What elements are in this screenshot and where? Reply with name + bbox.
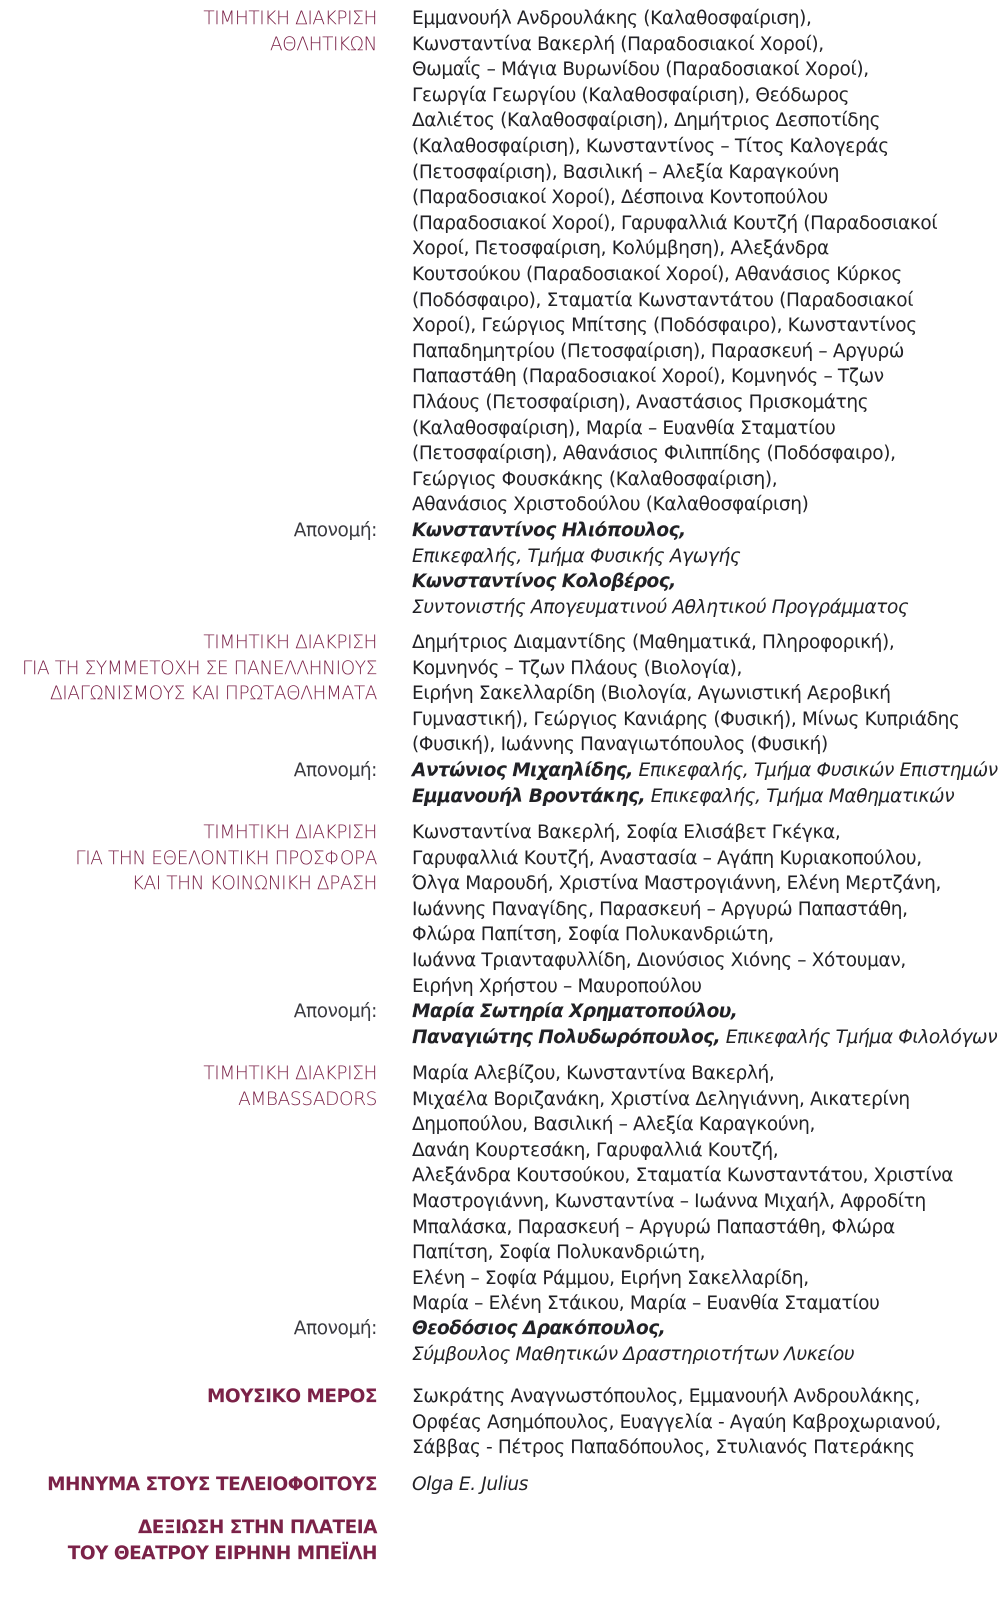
section-title: ΤΙΜΗΤΙΚΗ ΔΙΑΚΡΙΣΗ ΑΘΛΗΤΙΚΩΝ bbox=[203, 8, 377, 55]
speaker: Olga E. Julius bbox=[412, 1474, 529, 1495]
recipients-list: Εμμανουήλ Ανδρουλάκης (Καλαθοσφαίριση), Κωνσταντίνα Βακερλή (Παραδοσιακοί Χοροί), Θωμαΐς – Μάγια Βυρωνίδου (Παραδοσιακοί Χοροί), Γεωργία Γεωργίου (Καλαθοσφαίριση), Θεόδωρος Δαλιέτος (Καλαθοσφαίριση), Δημήτριος Δεσποτίδης (Καλαθοσφαίριση), Κωνσταντίνος – Τίτος Καλογεράς (Πετοσφαίριση), Βασιλική – Αλεξία Καραγκούνη (Παραδοσιακοί Χοροί), Δέσποινα Κοντοπούλου (Παραδοσιακοί Χοροί), Γαρυφαλλιά Κουτζή (Παραδοσιακοί Χοροί, Πετοσφαίριση, Κολύμβηση), Αλεξάνδρα Κουτσούκου (Παραδοσιακοί Χοροί), Αθανάσιος Κύρκος (Ποδόσφαιρο), Σταματία Κωνσταντάτου (Παραδοσιακοί Χοροί), Γεώργιος Μπίτσης (Ποδόσφαιρο), Κωνσταντίνος Παπαδημητρίου (Πετοσφαίριση), Παρασκευή – Αργυρώ Παπαστάθη (Παραδοσιακοί Χοροί), Κομνηνός – Τζων Πλάους (Πετοσφαίριση), Αναστάσιος Πρισκομάτης (Καλαθοσφαίριση), Μαρία – Ευανθία Σταματίου (Πετοσφαίριση), Αθανάσιος Φιλιππίδης (Ποδόσφαιρο), Γεώργιος Φουσκάκης (Καλαθοσφαίριση), Αθανάσιος Χριστοδούλου (Καλαθοσφαίριση) bbox=[412, 8, 938, 516]
section-title: ΔΕΞΙΩΣΗ ΣΤΗΝ ΠΛΑΤΕΙΑ ΤΟΥ ΘΕΑΤΡΟΥ ΕΙΡΗΝΗ ΜΠΕΪΛΗ bbox=[67, 1517, 377, 1564]
presenter-name: Κωνσταντίνος Κολοβέρος, bbox=[412, 571, 676, 593]
award-label: Απονομή: bbox=[293, 1001, 377, 1022]
presenter-name: Αντώνιος Μιχαηλίδης, bbox=[412, 760, 633, 781]
presenter-name: Παναγιώτης Πολυδωρόπουλος, bbox=[412, 1026, 721, 1048]
presenter-role: Επικεφαλής, Τμήμα Μαθηματικών bbox=[650, 785, 955, 807]
section-title: ΤΙΜΗΤΙΚΗ ΔΙΑΚΡΙΣΗ ΓΙΑ ΤΗ ΣΥΜΜΕΤΟΧΗ ΣΕ ΠΑΝΕΛΛΗΝΙΟΥΣ ΔΙΑΓΩΝΙΣΜΟΥΣ ΚΑΙ ΠΡΩΤΑΘΛΗΜΑΤΑ bbox=[22, 632, 377, 705]
presenters bbox=[412, 999, 998, 1050]
presenters bbox=[412, 1316, 957, 1367]
presenter-name: Κωνσταντίνος Ηλιόπουλος, bbox=[412, 520, 686, 541]
presenter-role: Συντονιστής Απογευματινού Αθλητικού Προγράμματος bbox=[412, 596, 909, 618]
presenters bbox=[412, 518, 957, 620]
recipients-list: Δημήτριος Διαμαντίδης (Μαθηματικά, Πληροφορική), Κομνηνός – Τζων Πλάους (Βιολογία), Ειρήνη Σακελλαρίδη (Βιολογία, Αγωνιστική Αεροβική Γυμναστική), Γεώργιος Κανιάρης (Φυσική), Μίνως Κυπριάδης (Φυσική), Ιωάννης Παναγιωτόπουλος (Φυσική) bbox=[412, 632, 960, 756]
section-title: ΜΟΥΣΙΚΟ ΜΕΡΟΣ bbox=[206, 1386, 377, 1407]
section-title: ΜΗΝΥΜΑ ΣΤΟΥΣ ΤΕΛΕΙΟΦΟΙΤΟΥΣ bbox=[47, 1474, 377, 1495]
award-label: Απονομή: bbox=[293, 520, 377, 541]
presenters bbox=[412, 758, 998, 809]
section-title: ΤΙΜΗΤΙΚΗ ΔΙΑΚΡΙΣΗ ΓΙΑ ΤΗΝ ΕΘΕΛΟΝΤΙΚΗ ΠΡΟΣΦΟΡΑ ΚΑΙ ΤΗΝ ΚΟΙΝΩΝΙΚΗ ΔΡΑΣΗ bbox=[75, 822, 377, 895]
presenter-name: Μαρία Σωτηρία Χρηματοπούλου, bbox=[412, 1001, 738, 1022]
presenter-name: Εμμανουήλ Βροντάκης, bbox=[412, 785, 646, 807]
presenter-role: Σύμβουλος Μαθητικών Δραστηριοτήτων Λυκείου bbox=[412, 1343, 855, 1365]
recipients-list: Μαρία Αλεβίζου, Κωνσταντίνα Βακερλή, Μιχαέλα Βοριζανάκη, Χριστίνα Δεληγιάννη, Αικατερίνη Δημοπούλου, Βασιλική – Αλεξία Καραγκούνη, Δανάη Κουρτεσάκη, Γαρυφαλλιά Κουτζή, Αλεξάνδρα Κουτσούκου, Σταματία Κωνσταντάτου, Χριστίνα Μαστρογιάννη, Κωνσταντίνα – Ιωάννα Μιχαήλ, Αφροδίτη Μπαλάσκα, Παρασκευή – Αργυρώ Παπαστάθη, Φλώρα Παπίτση, Σοφία Πολυκανδριώτη, Ελένη – Σοφία Ράμμου, Ειρήνη Σακελλαρίδη, Μαρία – Ελένη Στάικου, Μαρία – Ευανθία Σταματίου bbox=[412, 1063, 954, 1315]
performers-list: Σωκράτης Αναγνωστόπουλος, Εμμανουήλ Ανδρουλάκης, Ορφέας Ασημόπουλος, Ευαγγελία - Αγαύη Καβροχωριανού, Σάββας - Πέτρος Παπαδόπουλος, Στυλιανός Πατεράκης bbox=[412, 1386, 941, 1459]
recipients-list: Κωνσταντίνα Βακερλή, Σοφία Ελισάβετ Γκέγκα, Γαρυφαλλιά Κουτζή, Αναστασία – Αγάπη Κυριακοπούλου, Όλγα Μαρουδή, Χριστίνα Μαστρογιάννη, Ελένη Μερτζάνη, Ιωάννης Παναγίδης, Παρασκευή – Αργυρώ Παπαστάθη, Φλώρα Παπίτση, Σοφία Πολυκανδριώτη, Ιωάννα Τριανταφυλλίδη, Διονύσιος Χιόνης – Χότουμαν, Ειρήνη Χρήστου – Μαυροπούλου bbox=[412, 822, 941, 997]
award-label: Απονομή: bbox=[293, 1318, 377, 1339]
presenter-name: Θεοδόσιος Δρακόπουλος, bbox=[412, 1318, 666, 1339]
award-label: Απονομή: bbox=[293, 760, 377, 781]
section-title: ΤΙΜΗΤΙΚΗ ΔΙΑΚΡΙΣΗ AMBASSADORS bbox=[203, 1063, 377, 1110]
presenter-role: Επικεφαλής, Τμήμα Φυσικής Αγωγής bbox=[412, 545, 741, 567]
presenter-role: Επικεφαλής Τμήμα Φιλολόγων bbox=[725, 1026, 998, 1048]
presenter-role: Επικεφαλής, Τμήμα Φυσικών Επιστημών bbox=[638, 760, 998, 781]
